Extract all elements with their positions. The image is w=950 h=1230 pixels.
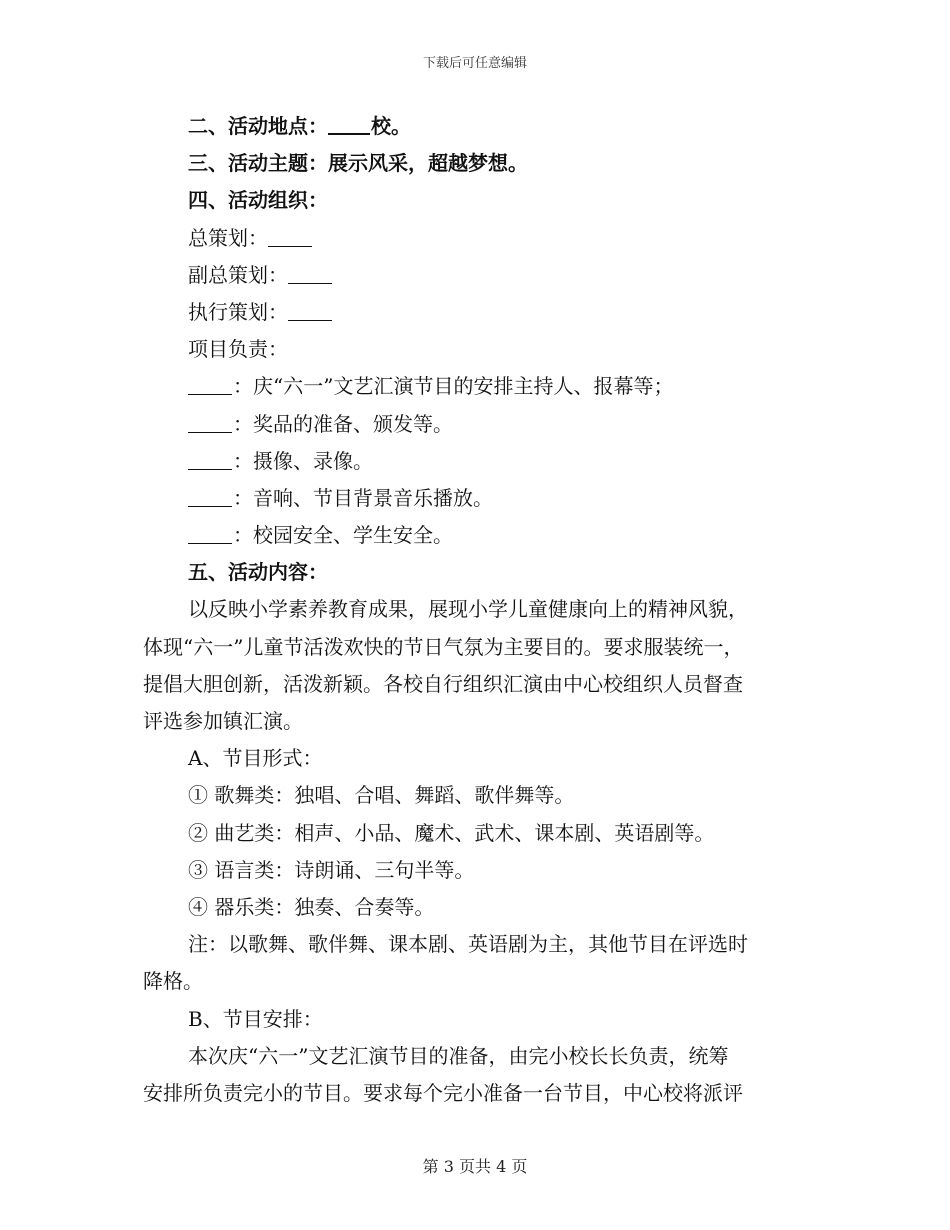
org-label: 总策划： (188, 225, 268, 250)
org-line-deputy (143, 257, 813, 294)
project-text: ：校园安全、学生安全。 (233, 523, 453, 548)
org-line-chief (143, 220, 813, 257)
form-item: ② 曲艺类：相声、小品、魔术、武术、课本剧、英语剧等。 (188, 820, 715, 845)
form-item: ④ 器乐类：独奏、合奏等。 (188, 894, 435, 919)
form-b-heading: B、节目安排： (188, 1006, 323, 1031)
note-line: 降格。 (143, 969, 203, 994)
paragraph-line: 以反映小学素养教育成果，展现小学儿童健康向上的精神风貌， (188, 597, 748, 622)
blank-underline (288, 298, 332, 321)
project-item (143, 443, 813, 480)
project-item (143, 368, 813, 405)
project-heading: 项目负责： (188, 337, 288, 362)
project-text: ：奖品的准备、颁发等。 (233, 411, 453, 436)
blank-underline (188, 521, 232, 544)
page-header: 下载后可任意编辑 (422, 56, 527, 71)
theme-line: 三、活动主题：展示风采，超越梦想。 (188, 151, 528, 176)
blank-underline (188, 447, 232, 470)
form-item: ① 歌舞类：独唱、合唱、舞蹈、歌伴舞等。 (188, 783, 575, 808)
project-text: ：摄像、录像。 (233, 448, 373, 473)
blank-underline (188, 372, 232, 395)
org-label: 副总策划： (188, 262, 288, 287)
project-item (143, 517, 813, 554)
form-a-heading: A、节目形式： (188, 746, 323, 771)
paragraph-line: 体现“六一”儿童节活泼欢快的节日气氛为主要目的。要求服装统一， (143, 634, 744, 659)
blank-underline (268, 224, 312, 247)
org-line-exec (143, 294, 813, 331)
blank-underline (328, 111, 370, 135)
project-text: ：庆“六一”文艺汇演节目的安排主持人、报幕等； (233, 374, 674, 399)
content-heading: 五、活动内容： (188, 560, 328, 585)
blank-underline (188, 410, 232, 433)
form-item: ③ 语言类：诗朗诵、三句半等。 (188, 857, 475, 882)
blank-underline (288, 261, 332, 284)
paragraph-line: 安排所负责完小的节目。要求每个完小准备一台节目，中心校将派评 (143, 1080, 743, 1105)
location-label: 二、活动地点： (188, 114, 328, 138)
paragraph-line: 本次庆“六一”文艺汇演节目的准备，由完小校长长负责，统筹 (188, 1043, 729, 1068)
paragraph-line: 评选参加镇汇演。 (143, 709, 303, 733)
document-body (143, 108, 813, 1112)
blank-underline (188, 484, 232, 507)
project-item (143, 406, 813, 443)
location-line (143, 108, 813, 145)
note-line: 注：以歌舞、歌伴舞、课本剧、英语剧为主，其他节目在评选时 (188, 932, 748, 957)
page-footer: 第 3 页共 4 页 (422, 1157, 528, 1176)
project-text: ：音响、节目背景音乐播放。 (233, 485, 493, 510)
org-label: 执行策划： (188, 299, 288, 324)
paragraph-line: 提倡大胆创新，活泼新颖。各校自行组织汇演由中心校组织人员督查 (143, 671, 743, 696)
org-heading: 四、活动组织： (188, 188, 328, 213)
location-suffix: 校。 (371, 114, 411, 138)
project-item (143, 480, 813, 517)
